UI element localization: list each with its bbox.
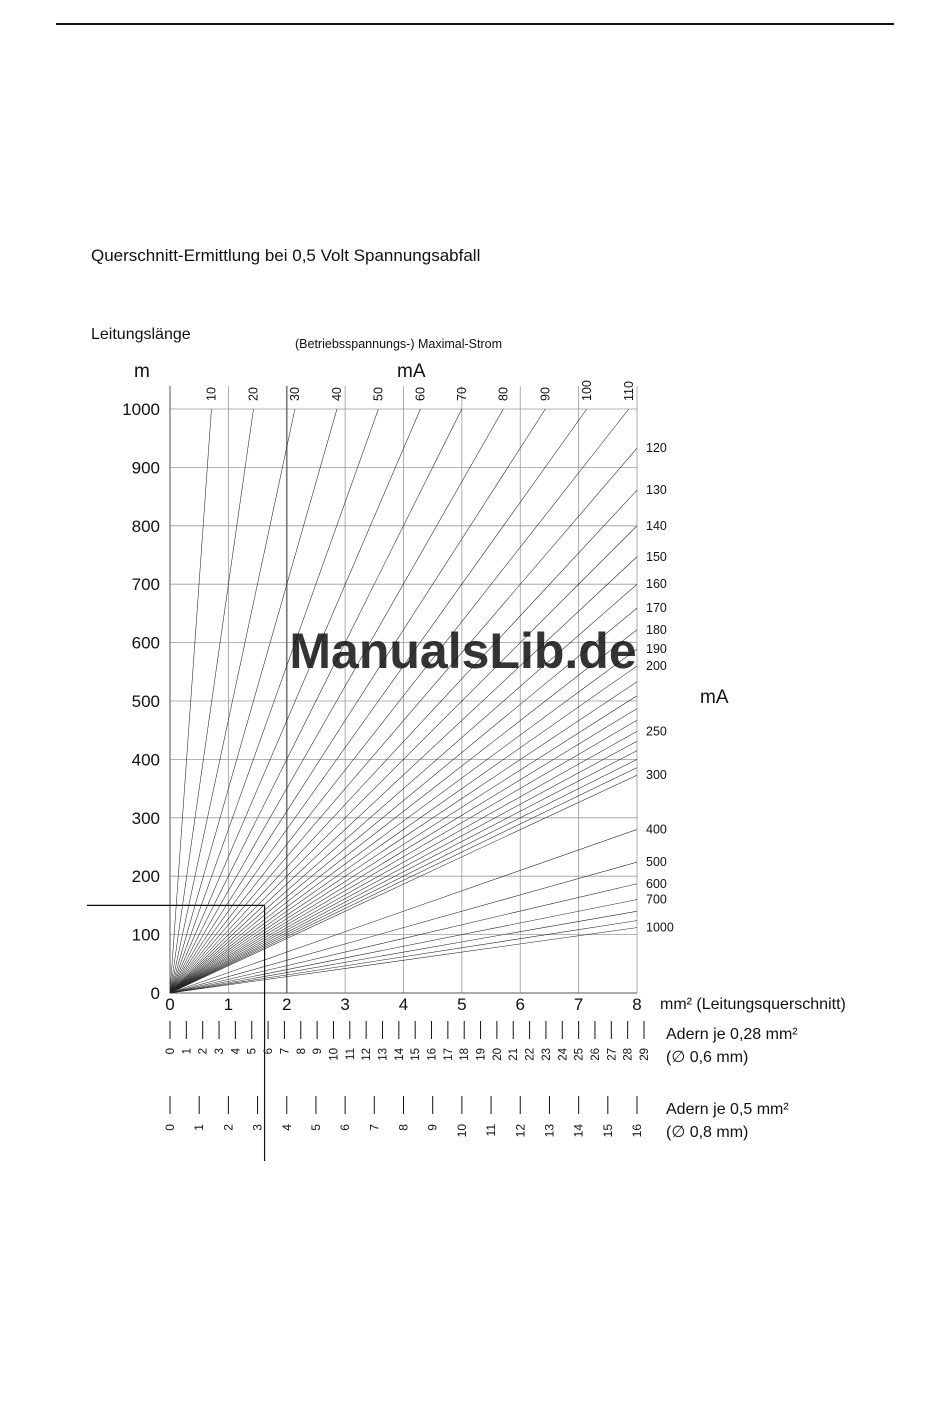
x-axis-label: mm² (Leitungsquerschnitt) bbox=[660, 996, 846, 1013]
y-tick-label: 700 bbox=[131, 575, 160, 595]
y-tick-label: 500 bbox=[131, 692, 160, 711]
scale-028-label: 25 bbox=[573, 1048, 586, 1061]
y-tick-label: 100 bbox=[131, 925, 160, 945]
scale-028-diameter: (∅ 0,6 mm) bbox=[666, 1049, 749, 1066]
scale-05-title: Adern je 0,5 mm² bbox=[666, 1101, 789, 1118]
current-label-right: 700 bbox=[646, 892, 667, 907]
current-label-right: 200 bbox=[646, 658, 667, 673]
current-unit-right: mA bbox=[700, 687, 729, 708]
watermark: ManualsLib.de bbox=[289, 623, 637, 679]
scale-05-label: 16 bbox=[630, 1124, 644, 1138]
scale-028-label: 0 bbox=[165, 1048, 177, 1055]
x-tick-label: 2 bbox=[282, 995, 292, 1014]
current-label-right: 180 bbox=[646, 622, 667, 637]
scale-028-label: 2 bbox=[197, 1048, 210, 1055]
scale-05-label: 13 bbox=[542, 1124, 557, 1138]
scale-028-label: 27 bbox=[606, 1048, 619, 1061]
current-axis-title: (Betriebsspannungs-) Maximal-Strom bbox=[295, 337, 503, 351]
current-label-right: 130 bbox=[646, 483, 667, 498]
current-label-top: 30 bbox=[287, 387, 302, 401]
current-label-top: 40 bbox=[329, 387, 344, 401]
scale-028-label: 12 bbox=[361, 1048, 374, 1061]
scale-028-label: 7 bbox=[279, 1048, 292, 1055]
scale-05-label: 4 bbox=[279, 1124, 294, 1131]
scale-05-label: 0 bbox=[163, 1124, 177, 1131]
current-label-right: 140 bbox=[646, 518, 667, 533]
scale-028-label: 14 bbox=[393, 1048, 406, 1061]
scale-028-label: 11 bbox=[344, 1048, 357, 1060]
current-label-top: 10 bbox=[204, 387, 219, 401]
y-tick-label: 800 bbox=[131, 516, 160, 536]
scale-05-diameter: (∅ 0,8 mm) bbox=[666, 1124, 749, 1141]
current-label-right: 1000 bbox=[646, 920, 674, 935]
scale-05-label: 7 bbox=[367, 1124, 382, 1131]
scale-028-label: 5 bbox=[246, 1048, 259, 1055]
page-title: Querschnitt-Ermittlung bei 0,5 Volt Spannungsabfall bbox=[91, 246, 481, 265]
scale-028-label: 6 bbox=[263, 1048, 276, 1055]
scale-05-label: 3 bbox=[250, 1124, 265, 1131]
scale-05-label: 11 bbox=[484, 1124, 499, 1137]
current-label-right: 500 bbox=[646, 855, 667, 870]
x-tick-label: 6 bbox=[515, 995, 525, 1014]
current-label-right: 300 bbox=[646, 768, 667, 783]
scale-028-label: 1 bbox=[181, 1048, 194, 1055]
current-label-top: 80 bbox=[496, 387, 511, 401]
scale-05-label: 6 bbox=[338, 1124, 353, 1131]
current-label-top: 20 bbox=[246, 387, 261, 401]
current-label-right: 250 bbox=[646, 724, 667, 739]
scale-028-label: 24 bbox=[557, 1048, 570, 1061]
x-tick-label: 0 bbox=[165, 995, 175, 1014]
scale-05-label: 12 bbox=[513, 1124, 528, 1138]
current-label-top: 50 bbox=[371, 387, 386, 401]
scale-028-label: 20 bbox=[491, 1048, 504, 1061]
current-label-right: 120 bbox=[646, 441, 667, 456]
scale-028-label: 3 bbox=[214, 1048, 227, 1055]
current-label-right: 190 bbox=[646, 642, 667, 657]
y-tick-label: 200 bbox=[131, 867, 160, 887]
x-tick-label: 4 bbox=[398, 995, 409, 1014]
y-axis-unit: m bbox=[134, 361, 150, 382]
y-tick-label: 900 bbox=[131, 458, 160, 478]
y-tick-label: 600 bbox=[131, 633, 160, 653]
scale-05-label: 5 bbox=[308, 1124, 323, 1131]
scale-028-label: 19 bbox=[475, 1048, 488, 1061]
current-label-right: 600 bbox=[646, 876, 667, 891]
scale-05-label: 10 bbox=[454, 1124, 469, 1138]
current-label-right: 160 bbox=[646, 577, 667, 592]
scale-028-label: 16 bbox=[426, 1048, 439, 1061]
x-tick-label: 8 bbox=[632, 995, 642, 1014]
scale-05-label: 15 bbox=[600, 1124, 615, 1138]
x-tick-label: 5 bbox=[457, 995, 467, 1014]
x-tick-label: 7 bbox=[573, 995, 584, 1014]
current-label-top: 110 bbox=[621, 381, 636, 401]
y-tick-label: 300 bbox=[131, 808, 160, 828]
current-label-top: 70 bbox=[454, 387, 469, 401]
y-tick-label: 0 bbox=[150, 984, 160, 1003]
current-label-top: 100 bbox=[579, 380, 594, 401]
scale-028-label: 4 bbox=[230, 1048, 243, 1055]
x-tick-label: 3 bbox=[340, 995, 350, 1014]
y-tick-label: 400 bbox=[131, 750, 160, 770]
y-axis-label: Leitungslänge bbox=[91, 326, 191, 343]
scale-05-label: 8 bbox=[396, 1124, 411, 1131]
y-tick-label: 1000 bbox=[122, 400, 160, 419]
current-label-right: 170 bbox=[646, 601, 667, 616]
scale-05-label: 1 bbox=[192, 1124, 207, 1131]
scale-05-label: 14 bbox=[571, 1124, 586, 1138]
current-label-right: 400 bbox=[646, 822, 667, 837]
scale-05-label: 9 bbox=[425, 1124, 440, 1131]
scale-028-title: Adern je 0,28 mm² bbox=[666, 1026, 798, 1043]
scale-028-label: 15 bbox=[410, 1048, 423, 1061]
scale-028-label: 21 bbox=[508, 1048, 521, 1061]
scale-028-label: 13 bbox=[377, 1048, 390, 1061]
scale-028-label: 22 bbox=[524, 1048, 537, 1061]
current-label-right: 150 bbox=[646, 549, 667, 564]
current-label-top: 90 bbox=[538, 387, 553, 401]
scale-028-label: 9 bbox=[312, 1048, 325, 1055]
scale-028-label: 29 bbox=[639, 1048, 652, 1061]
x-tick-label: 1 bbox=[223, 995, 234, 1014]
scale-028-label: 8 bbox=[295, 1048, 308, 1055]
scale-028-label: 18 bbox=[459, 1048, 472, 1061]
scale-028-label: 10 bbox=[328, 1048, 341, 1061]
current-label-top: 60 bbox=[413, 387, 428, 401]
scale-028-label: 26 bbox=[589, 1048, 602, 1061]
scale-028-label: 23 bbox=[540, 1048, 553, 1061]
scale-05-label: 2 bbox=[221, 1124, 236, 1131]
scale-028-label: 17 bbox=[442, 1048, 455, 1061]
current-unit-top: mA bbox=[397, 361, 426, 382]
scale-028-label: 28 bbox=[622, 1048, 635, 1061]
